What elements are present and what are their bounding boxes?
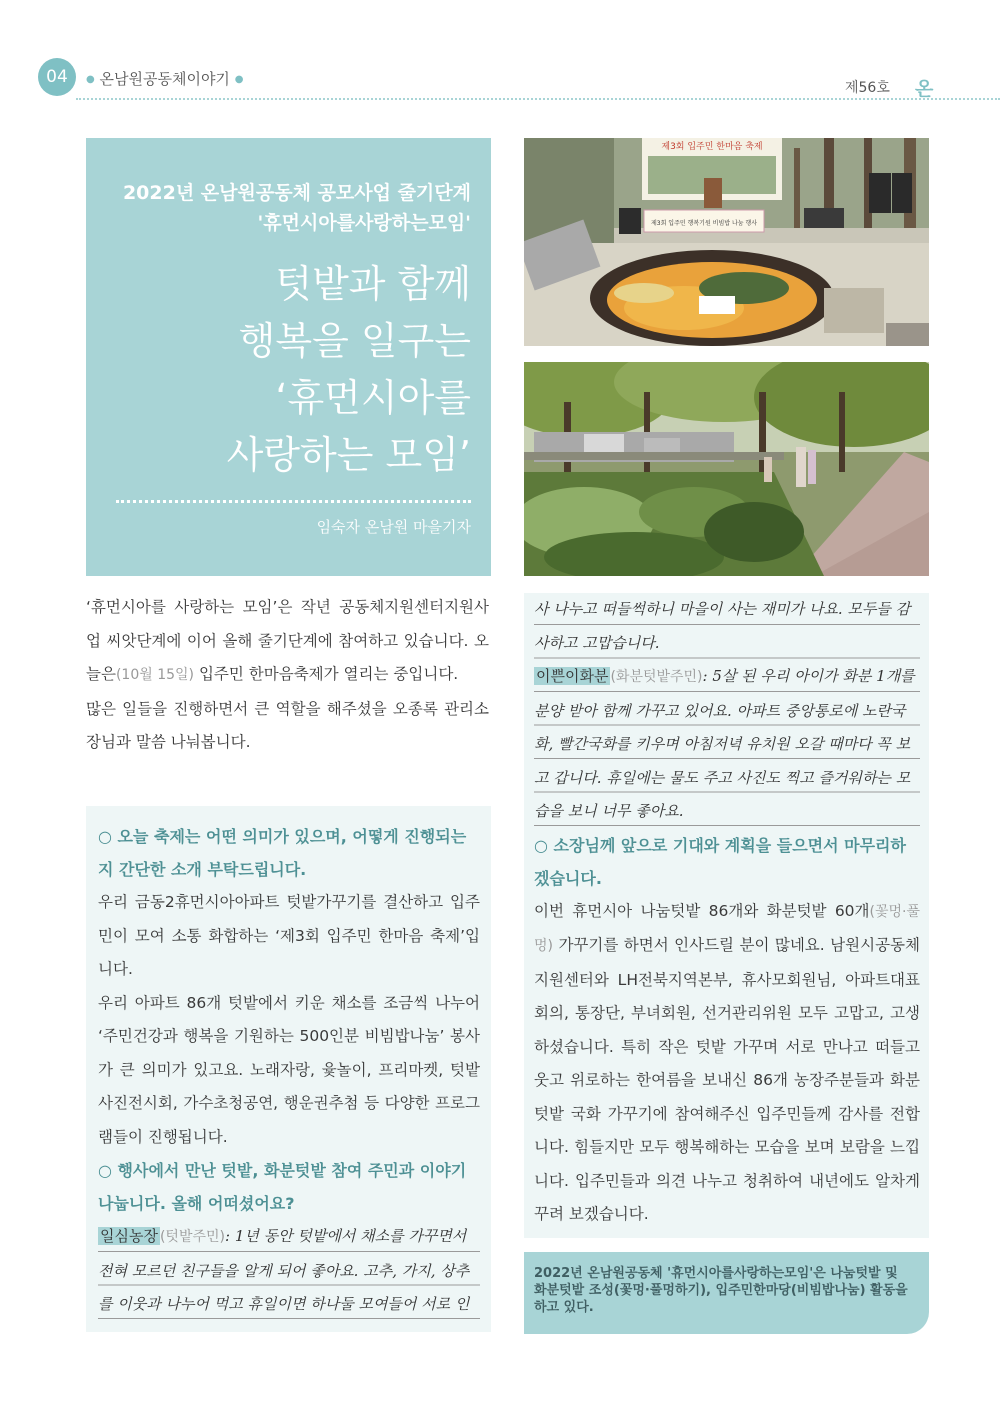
answer-segment: 이번 휴먼시아 나눔텃밭 86개와 화분텃밭 60개 [534,901,870,920]
resident-quote [98,1220,480,1322]
title-line: ‘휴먼시아를 [275,376,471,420]
interview-question: ○ 행사에서 만난 텃밭, 화분텃밭 참여 주민과 이야기 나눕니다. 올해 어떠셨어요? [98,1161,467,1213]
answer-segment: 가꾸기를 하면서 인사드릴 분이 많네요. 남원시공동체지원센터와 LH전북지역본부, 휴사모회원님, 아파트대표회의, 통장단, 부녀회원, 선거관리위원 모두 고맙고, 고생하셨습니다. 특히 작은 텃밭 가꾸며 서로 만나고 떠들고 웃고 위로하는 한여름을 보내신 86개 농장주분들과 화분텃밭 국화 가꾸기에 참여해주신 입주민들께 감사를 전합니다. 힘들지만 모두 행복해하는 모습을 보며 보람을 느낍니다. 입주민들과 의견 나누고 청취하여 내년에도 알차게 꾸려 보겠습니다. [534,936,920,1223]
speaker-role: (텃밭주민) [159,1229,225,1245]
quote-text: : 5살 된 우리 아이가 화분 1개를 분양 받아 함께 가꾸고 있어요. 아파트 중앙통로에 노란국화, 빨간국화를 키우며 아침저녁 유치원 오갈 때마다 꼭 보고 갑니다. 휴일에는 물도 주고 사진도 찍고 즐거워하는 모습을 보니 너무 좋아요. [534,667,915,820]
intro-text [86,591,489,760]
header-dotted-rule [76,98,1000,100]
subtitle-line: '휴먼시아를사랑하는모임' [257,212,471,234]
article-subtitle [91,178,471,238]
subtitle-line: 2022년 온남원공동체 공모사업 줄기단계 [122,182,471,204]
interview-answer: 우리 아파트 86개 텃밭에서 키운 채소를 조금씩 나누어 ‘주민건강과 행복을 기원하는 500인분 비빔밥나눔’ 봉사가 큰 의미가 있고요. 노래자랑, 윷놀이, 프리마켓, 텃밭사진전시회, 가수초청공연, 행운권추첨 등 다양한 프로그램들이 진행됩니다. [98,993,480,1146]
title-line: 텃밭과 함께 [275,262,471,306]
article-title [91,256,471,484]
section-label [86,68,243,89]
intro-text-segment: 입주민 한마음축제가 열리는 중입니다. [194,665,459,683]
interview-question: ○ 소장님께 앞으로 기대와 계획을 들으면서 마무리하겠습니다. [534,835,906,888]
page-number: 04 [46,67,68,87]
bullet-dot-icon: ● [234,74,244,85]
intro-paragraph [86,591,489,693]
bullet-dot-icon: ● [86,74,95,85]
photo-caption: 2022년 온남원공동체 '휴먼시아를사랑하는모임'은 나눔텃밭 및 화분텃밭 조성(꽃멍·풀멍하기), 입주민한마당(비빔밥나눔) 활동을 하고 있다. [524,1252,929,1334]
title-dotted-rule [116,500,471,503]
reporter-byline: 임숙자 온남원 마을기자 [316,518,471,536]
issue-number: 제56호 [845,80,890,96]
section-name: 온남원공동체이야기 [99,70,230,88]
answer-note: (꽃멍·풀멍) [534,903,920,954]
speaker-name: 이쁜이화분 [536,667,609,685]
garden-photo [524,362,929,576]
banner-title: 제3회 입주민 한마음 축제 [661,142,763,152]
title-line: 사랑하는 모임’ [226,433,471,477]
festival-photo [524,138,929,346]
resident-quote [534,660,920,829]
title-box [86,138,491,576]
stage-sign-text: 제3회 입주민 행복기원 비빔밥 나눔 행사 [650,220,758,227]
interview-box-right [524,593,929,1238]
page-number-badge [38,58,76,96]
intro-text-segment: ‘휴먼시아를 사랑하는 모임’은 작년 공동체지원센터지원사업 씨앗단계에 이어 올해 줄기단계에 참여하고 있습니다. 오늘은 [86,598,489,683]
magazine-logo: 온 [915,78,934,100]
resident-quote: 사 나누고 떠들썩하니 마을이 사는 재미가 나요. 모두들 감사하고 고맙습니다. [534,593,920,660]
quote-text: : 1년 동안 텃밭에서 채소를 가꾸면서 전혀 모르던 친구들을 알게 되어 좋아요. 고추, 가지, 상추를 이웃과 나누어 먹고 휴일이면 하나둘 모여들어 서로 인 [98,1227,470,1313]
interview-answer: 우리 금동2휴먼시아아파트 텃밭가꾸기를 결산하고 입주민이 모여 소통 화합하는 ‘제3회 입주민 한마음 축제’입니다. [98,893,480,978]
interview-answer [534,895,920,1232]
intro-date: (10월 15일) [115,667,195,683]
interview-question: ○ 오늘 축제는 어떤 의미가 있으며, 어떻게 진행되는지 간단한 소개 부탁드립니다. [98,827,467,879]
speaker-role: (화분텃밭주민) [610,669,703,685]
title-line: 행복을 일구는 [238,319,471,363]
intro-paragraph: 많은 일들을 진행하면서 큰 역할을 해주셨을 오종록 관리소장님과 말씀 나눠봅니다. [86,699,489,751]
speaker-name: 일심농장 [100,1227,158,1245]
interview-box-left [86,806,491,1332]
